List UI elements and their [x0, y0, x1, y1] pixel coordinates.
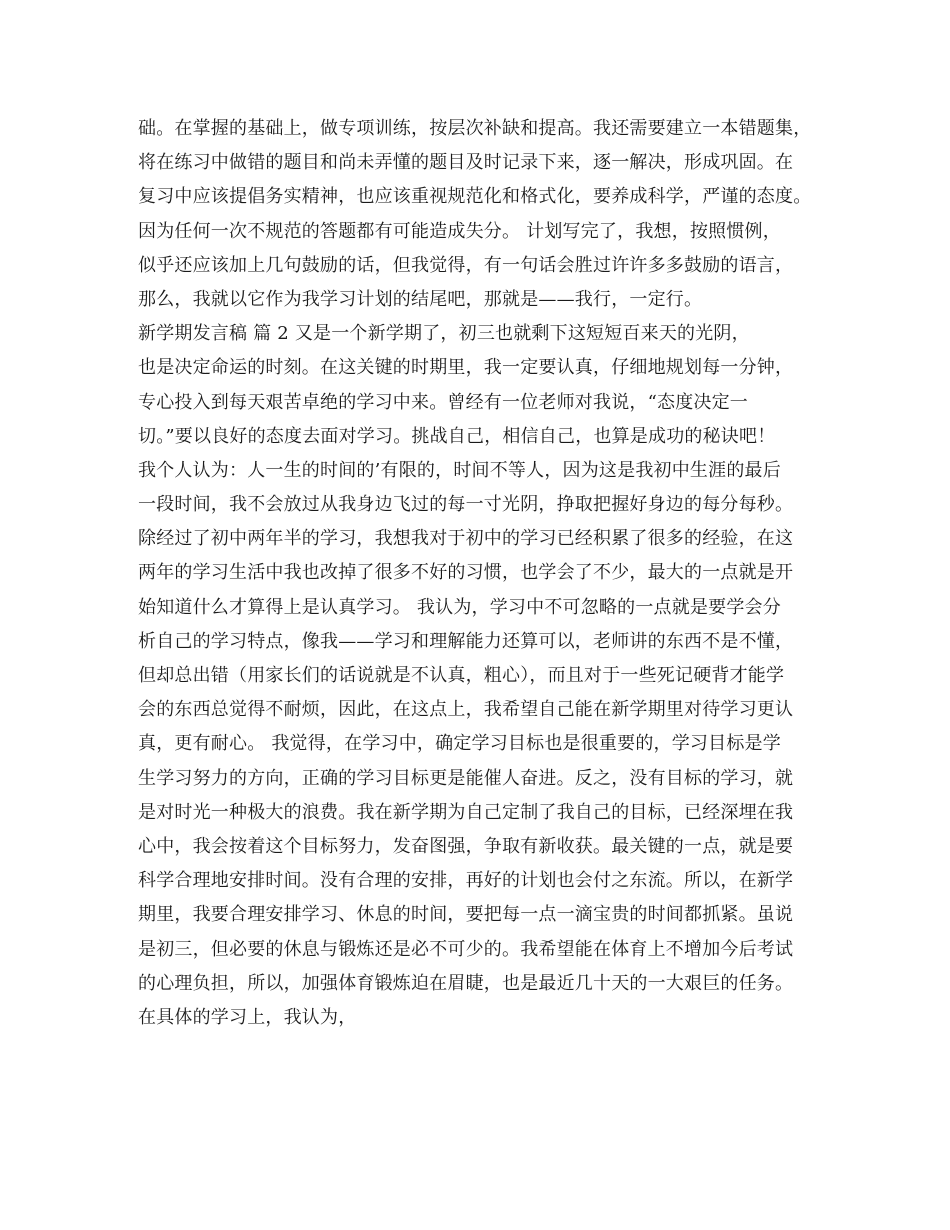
document-body [138, 112, 838, 1035]
text-line: 生学习努力的方向，正确的学习目标更是能催人奋进。反之，没有目标的学习，就 [138, 767, 794, 789]
text-line: 似乎还应该加上几句鼓励的话，但我觉得，有一句话会胜过许许多多鼓励的语言， [138, 254, 794, 276]
text-line: 期里，我要合理安排学习、休息的时间，要把每一点一滴宝贵的时间都抓紧。虽说 [138, 904, 794, 926]
text-line: 我个人认为：人一生的时间的’有限的，时间不等人，因为这是我初中生涯的最后 [138, 459, 781, 481]
text-line: 是初三，但必要的休息与锻炼还是必不可少的。我希望能在体育上不增加今后考试 [138, 938, 794, 960]
text-line: 除经过了初中两年半的学习，我想我对于初中的学习已经积累了很多的经验，在这 [138, 528, 794, 550]
text-line: 础。在掌握的基础上，做专项训练，按层次补缺和提高。我还需要建立一本错题集， [138, 118, 812, 139]
text-line: 但却总出错（用家长们的话说就是不认真，粗心），而且对于一些死记硬背才能学 [138, 665, 785, 686]
text-line: 心中，我会按着这个目标努力，发奋图强，争取有新收获。最关键的一点，就是要 [138, 835, 794, 857]
text-line: 始知道什么才算得上是认真学习。 我认为，学习中不可忽略的一点就是要学会分 [138, 596, 781, 618]
text-line: 将在练习中做错的题目和尚未弄懂的题目及时记录下来，逐一解决，形成巩固。在 [138, 152, 794, 174]
text-line: 也是决定命运的时刻。在这关键的时期里，我一定要认真，仔细地规划每一分钟， [138, 357, 794, 379]
text-line: 的心理负担，所以，加强体育锻炼迫在眉睫，也是最近几十天的一大艰巨的任务。 [138, 972, 794, 994]
text-line: 一段时间，我不会放过从我身边飞过的每一寸光阴，挣取把握好身边的每分每秒。 [138, 494, 794, 516]
text-line: 析自己的学习特点，像我——学习和理解能力还算可以，老师讲的东西不是不懂， [138, 630, 794, 652]
text-line: 复习中应该提倡务实精神，也应该重视规范化和格式化，要养成科学，严谨的态度。 [138, 186, 812, 208]
text-line: 因为任何一次不规范的答题都有可能造成失分。 计划写完了，我想，按照惯例， [138, 220, 781, 242]
section-heading-line: 新学期发言稿 篇 2 又是一个新学期了，初三也就剩下这短短百来天的光阴， [138, 323, 750, 345]
text-line: 那么，我就以它作为我学习计划的结尾吧，那就是——我行，一定行。 [138, 288, 703, 310]
text-line: 是对时光一种极大的浪费。我在新学期为自己定制了我自己的目标，已经深埋在我 [138, 801, 794, 823]
text-line: 两年的学习生活中我也改掉了很多不好的习惯，也学会了不少，最大的一点就是开 [138, 562, 794, 584]
text-line: 会的东西总觉得不耐烦，因此，在这点上，我希望自己能在新学期里对待学习更认 [138, 699, 794, 721]
text-line: 真，更有耐心。 我觉得，在学习中，确定学习目标也是很重要的，学习目标是学 [138, 733, 781, 755]
text-line: 专心投入到每天艰苦卓绝的学习中来。曾经有一位老师对我说，“态度决定一 [138, 391, 748, 413]
text-line: 切。”要以良好的态度去面对学习。挑战自己，相信自己，也算是成功的秘诀吧！ [138, 425, 776, 447]
text-line: 在具体的学习上，我认为， [138, 1006, 357, 1028]
text-line: 科学合理地安排时间。没有合理的安排，再好的计划也会付之东流。所以，在新学 [138, 870, 794, 892]
